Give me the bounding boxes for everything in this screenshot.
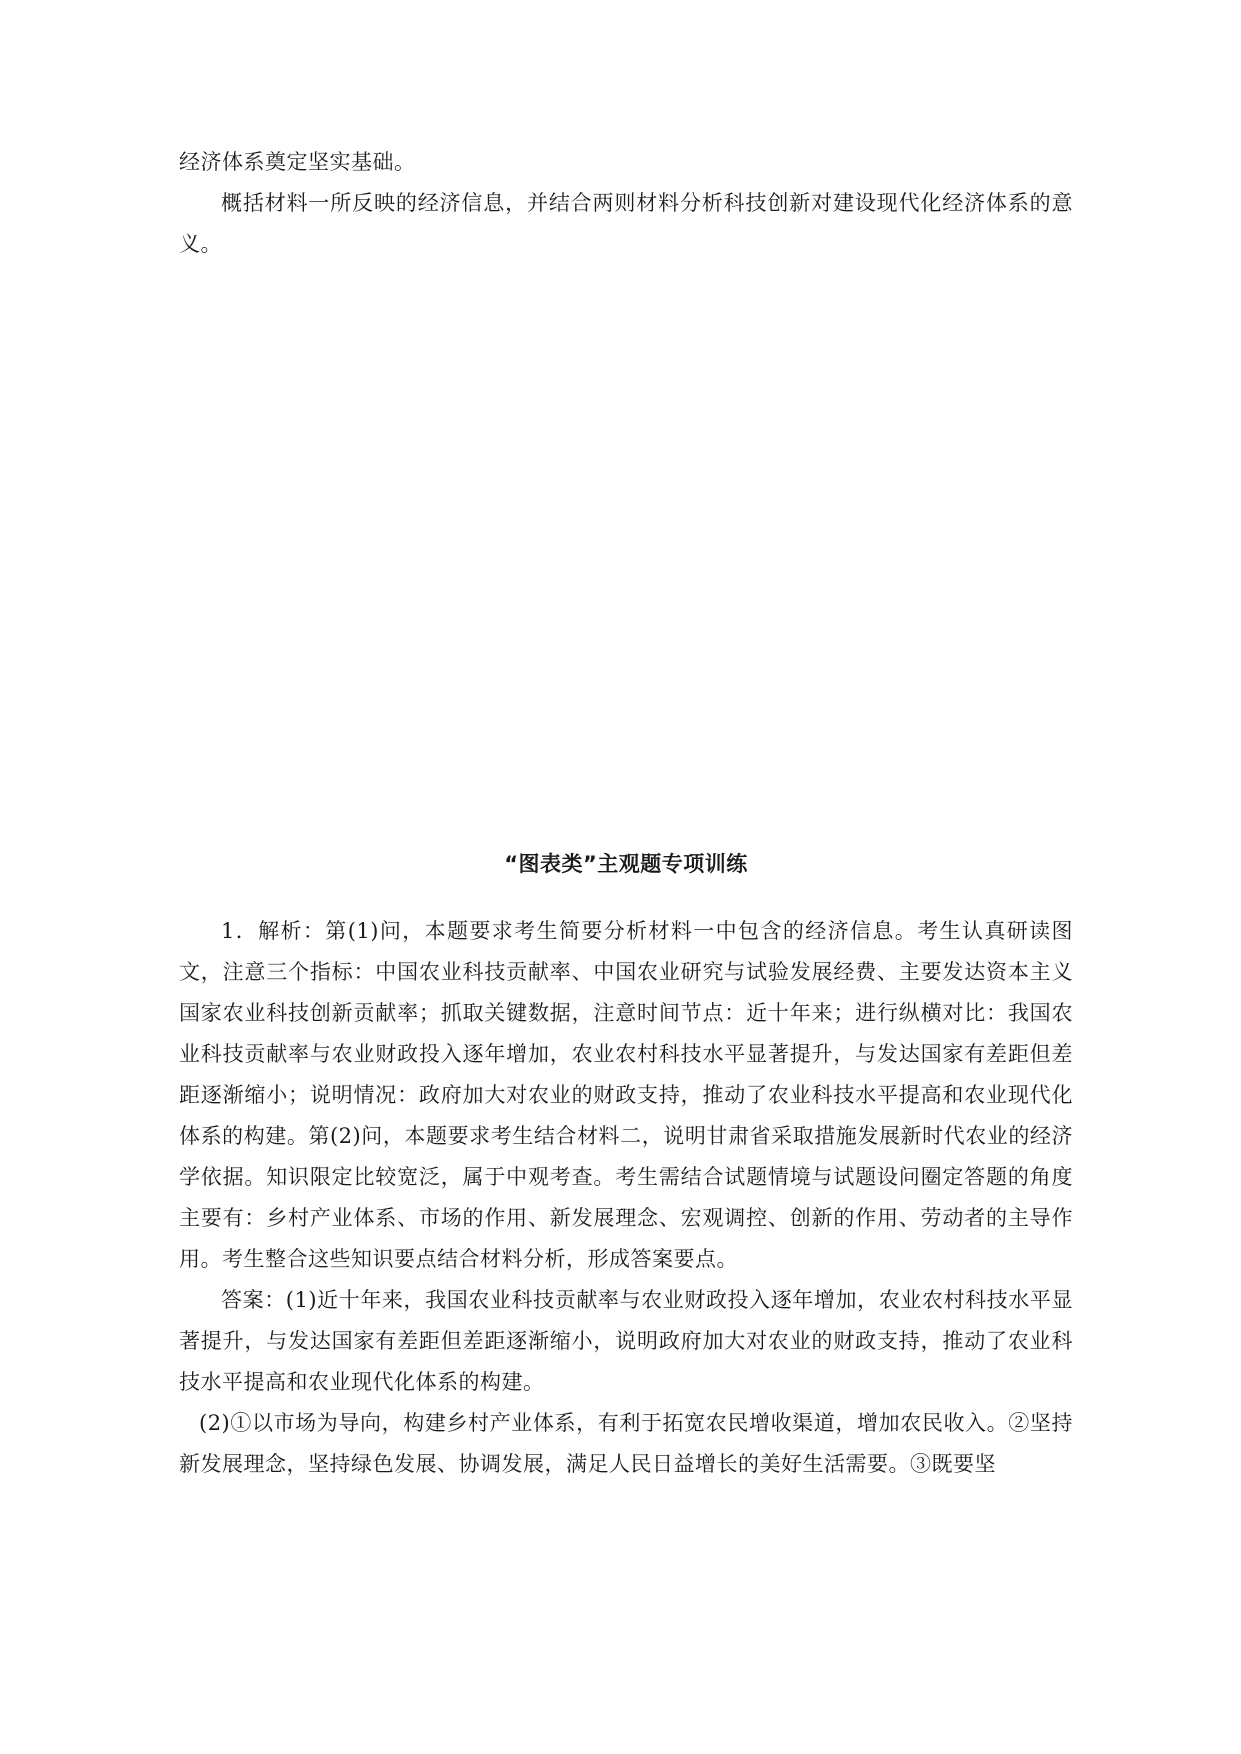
section-title: “图表类”主观题专项训练 [504, 852, 748, 876]
analysis-paragraph: 1．解析：第(1)问，本题要求考生简要分析材料一中包含的经济信息。考生认真研读图文，注意三个指标：中国农业科技贡献率、中国农业研究与试验发展经费、主要发达资本主义国家农业科技创新贡献率；抓取关键数据，注意时间节点：近十年来；进行纵横对比：我国农业科技贡献率与农业财政投入逐年增加，农业农村科技水平显著提升，与发达国家有差距但差距逐渐缩小；说明情况：政府加大对农业的财政支持，推动了农业科技水平提高和农业现代化体系的构建。第(2)问，本题要求考生结合材料二，说明甘肃省采取措施发展新时代农业的经济学依据。知识限定比较宽泛，属于中观考查。考生需结合试题情境与试题设问圈定答题的角度主要有：乡村产业体系、市场的作用、新发展理念、宏观调控、创新的作用、劳动者的主导作用。考生整合这些知识要点结合材料分析，形成答案要点。 [179, 919, 1073, 1271]
question-paragraph: 概括材料一所反映的经济信息，并结合两则材料分析科技创新对建设现代化经济体系的意义。 [179, 191, 1073, 256]
answer-paragraph-1: 答案：(1)近十年来，我国农业科技贡献率与农业财政投入逐年增加，农业农村科技水平显著提升，与发达国家有差距但差距逐渐缩小，说明政府加大对农业的财政支持，推动了农业科技水平提高和农业现代化体系的构建。 [179, 1288, 1073, 1394]
answer-block [179, 911, 1073, 1485]
continuation-line: 经济体系奠定坚实基础。 [179, 150, 416, 174]
answer-paragraph-2: (2)①以市场为导向，构建乡村产业体系，有利于拓宽农民增收渠道，增加农民收入。②坚持新发展理念，坚持绿色发展、协调发展，满足人民日益增长的美好生活需要。③既要坚 [179, 1411, 1073, 1476]
question-block [179, 142, 1073, 265]
